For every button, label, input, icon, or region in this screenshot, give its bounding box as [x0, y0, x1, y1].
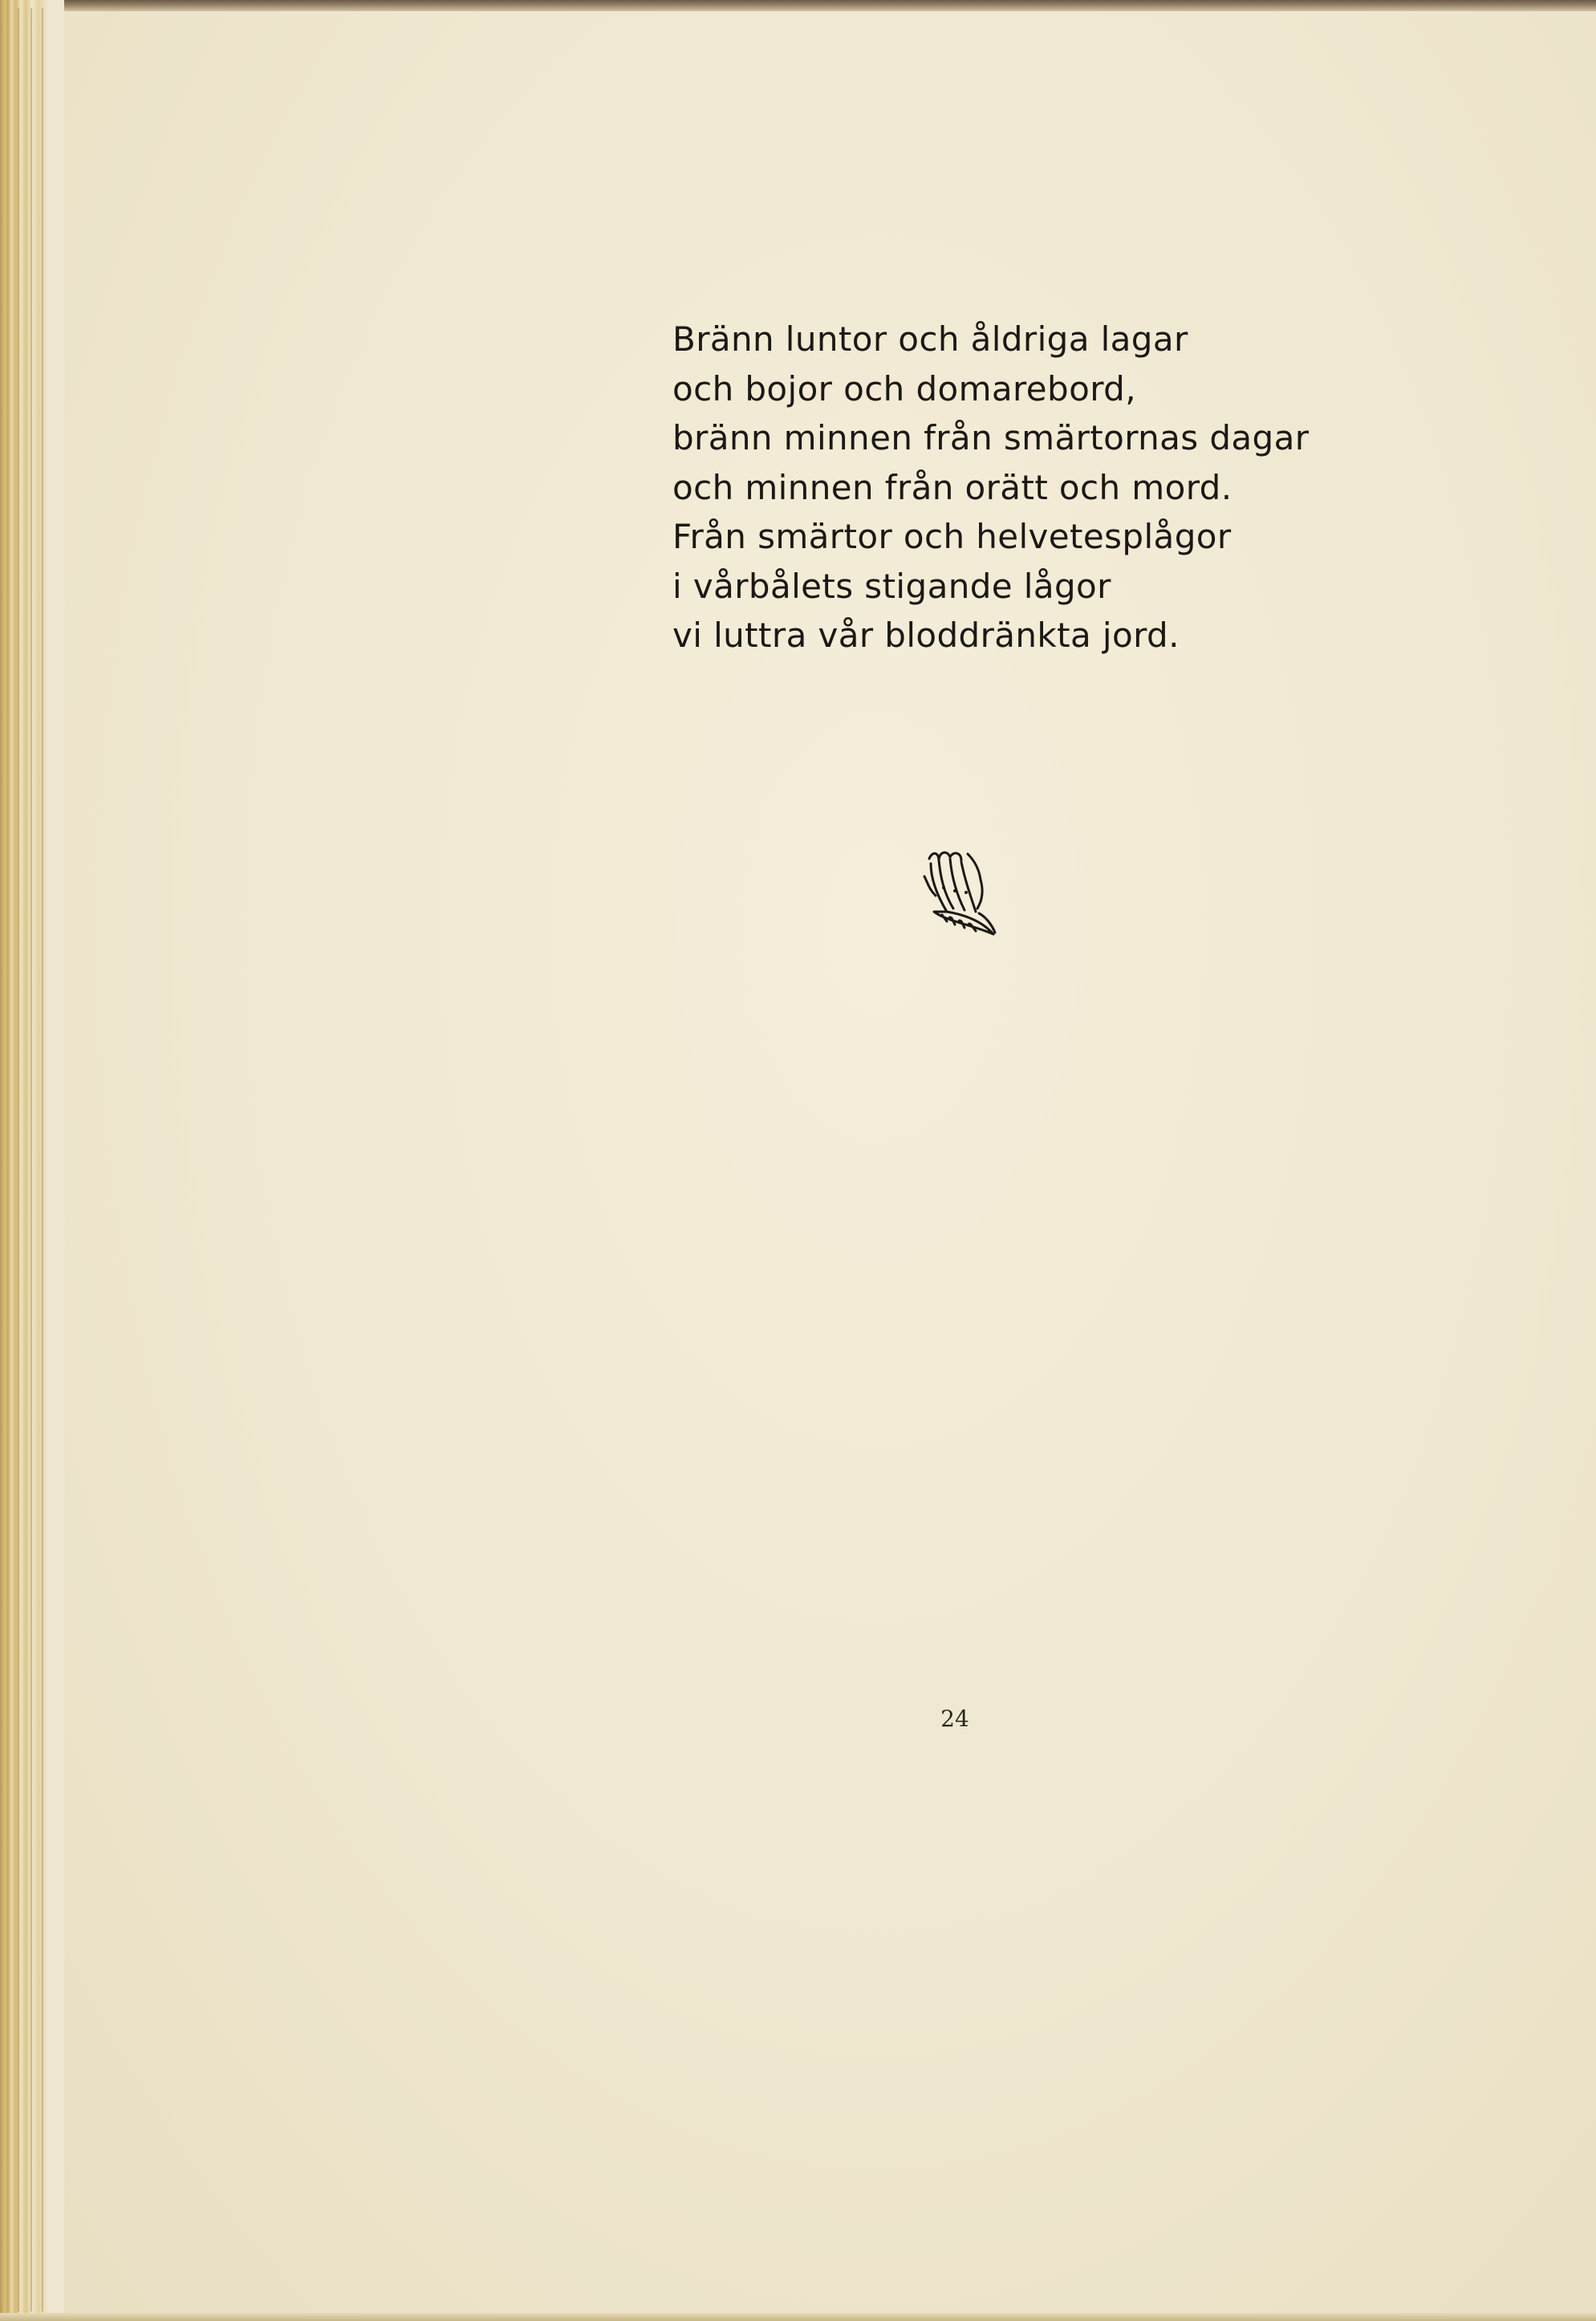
page-bottom-edge	[0, 2313, 1596, 2321]
poem-line: i vårbålets stigande lågor	[672, 566, 1111, 606]
page-edge-line	[42, 8, 43, 2311]
poem-line: Från smärtor och helvetesplågor	[672, 517, 1232, 556]
page-number: 24	[940, 1705, 969, 1732]
poem-line: och bojor och domarebord,	[672, 368, 1136, 409]
poem-line: bränn minnen från smärtornas dagar	[672, 418, 1310, 457]
page-top-edge	[0, 0, 1596, 11]
floral-vignette-icon	[915, 844, 1003, 941]
page-edge-line	[18, 8, 19, 2311]
page-left-edge	[0, 0, 64, 2321]
poem-line: Bränn luntor och åldriga lagar	[672, 319, 1188, 359]
page-edge-line	[30, 8, 32, 2311]
poem-line: vi luttra vår bloddränkta jord.	[672, 616, 1180, 655]
poem-stanza	[672, 315, 1309, 661]
poem-line: och minnen från orätt och mord.	[672, 467, 1233, 507]
